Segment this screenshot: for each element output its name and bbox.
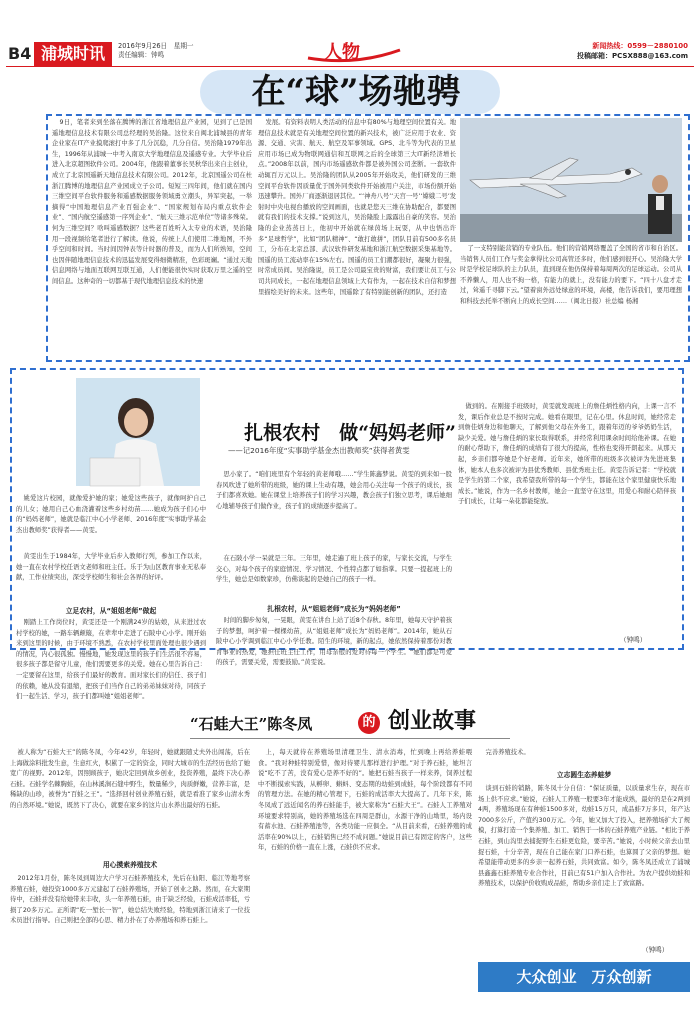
story3-byline: （钟鸣） <box>642 946 669 954</box>
story3-column-2: 上，每天就待在养殖场里清理卫生、清水消毒，忙到晚上再给养蛙喂食。“我对种蛙特别爱惜，像对待婴儿那样进行护理。”对于养石蛙，她坦言说“吃不了苦，没有爱心是养不好的”。她把石蛙当孩子一样来养，饲养过程中不断摸索实践，从孵卵、蝌蚪、变态期的幼蛙到成蛙，每个阶段都有不同的管理方法。在她的精心管理下，石蛙的成活率大大提高了。几年下来，陈冬凤成了远近闻名的养石蛙能手，被大家称为“石蛙大王”。石蛙人工养殖对环境要求特别高，她的养殖场选在四周是群山，水源干净的山坳里，场内设有蓄水池、石蛙养殖池等，各类功能一应俱全。“从目前来看，石蛙养殖的成活率在90%以上，石蛙销售已经不成问题。”她说目前已有固定的客户，这些年，石蛙的价格一直在上涨，石蛙供不应求。 <box>258 749 472 852</box>
story2-photo <box>76 378 200 486</box>
story2-column-2b: 在石陂小学一呆就是三年。三年里，她走遍了班上孩子的家，与家长交流，与学生交心，对每个孩子的家庭情况、学习情况、个性特点都了如指掌。只要一提起班上的学生，她总是如数家珍，仿佛谈起的是她自己的孩子一样。 <box>216 555 452 584</box>
slogan-banner: 大众创业 万众创新 <box>478 962 690 992</box>
newspaper-masthead: 浦城时讯 <box>34 42 112 66</box>
story3-column-1b: 2012年1月份，陈冬凤到周边大户学习石蛙养殖技术，先后在仙阳、临江等地考察养殖石蛙，她投资1000多万元建起了石蛙养殖场，开始了创业之路。然而，在大家期待中，石蛙并没有给她带来丰收，头一年养殖石蛙，由于缺乏经验，石蛙成活率低，亏损了20多万元。正所谓“吃一堑长一智”，她总结失败经验，特地到浙江请来了一位技术员进行指导。自己则把全部的心思、精力扑在了办养殖场和养石蛙上。 <box>10 875 250 925</box>
story3-subhead-1: 用心摸索养殖技术 <box>102 861 158 869</box>
story3-headline-de: 的 <box>358 712 380 734</box>
story2-byline: （钟鸣） <box>620 636 647 644</box>
story2-column-2: 思小家了。“咱们班里有个年轻的黄老师哦……”学生陈鑫梦说。黄雯的到来如一股春风吹进了她所带的班级，她的课上生动有趣，她会用心关注每一个孩子的成长，孩子们都喜欢她。她在课堂上培养孩子们的学习兴趣，教会孩子们独立思考，课后她细心地辅导孩子们做作业，孩子们的成绩逐步提高了。 <box>216 471 452 510</box>
story2-subtitle: ——记2016年度“实事助学基金杰出教师奖”获得者黄雯 <box>228 446 410 455</box>
teacher-portrait-image <box>76 378 200 486</box>
contact-info <box>577 41 688 61</box>
story2-column-3: 做到的。在刚接手班级时，黄雯就发现班上的詹佳炳性格内向，上课一言不发，课后作业总是不按时完成。她看在眼里，记在心里。休息时间，她经常走到詹佳炳身边和他聊天，了解到他父母在外务工，跟着年迈的爷爷奶奶生活，缺少关爱。她与詹佳炳的家长取得联系，并经常利用课余时间给他补课。在她的耐心帮助下，詹佳炳的成绩有了很大的提高，性格也变得开朗起来。从那天起，乡亲们都夸她是个好老师。近年来，她所带的班级多次被评为先进班集体，她本人也多次被评为县优秀教师、县优秀班主任。黄雯告诉记者：“学校就是学生的第二个家，我希望我所带的每一个学生，都能在这个家里健康快乐地成长。”她说，作为一名乡村教师，她会一直坚守在这里，用爱心和耐心陪伴孩子们成长，让每一朵花都能绽放。 <box>458 403 676 506</box>
page-number: B4 <box>8 44 32 63</box>
section-tag <box>300 36 410 66</box>
email: 投稿邮箱：PCSX888@163.com <box>577 52 688 60</box>
story2-intro-left: 姚爱这片校园，就像爱护她的家；她爱这些孩子，就像呵护自己的儿女；她用自己心血浇灌着这些乡村幼苗……她成为孩子们心中的“妈妈老师”，她就是临江中心小学老师、2016年度“实事助学基金杰出教师奖”获得者——黄雯。 <box>16 495 206 534</box>
story3-headline-right: 创业故事 <box>388 708 477 734</box>
story2-column-1: 黄雯出生于1984年，大学毕业后步入教师行列，参加工作以来，她一直在农村学校任语文老师和班主任。乐于为山区教育事业无私奉献，工作业绩突出，深受学校师生和社会各界的好评。 <box>16 553 206 582</box>
story1-headline: 在“球”场驰骋 <box>251 72 461 112</box>
story3-subhead-2: 立志圆生态养蛙梦 <box>556 771 612 779</box>
hotline: 新闻热线：0599－2880100 <box>592 42 688 50</box>
story2-headline: 扎根农村 做“妈妈老师” <box>244 422 456 444</box>
airplane-portrait-image <box>460 118 682 242</box>
story2-subhead-2: 扎根农村，从“姐姐老师”成长为“妈妈老师” <box>267 605 401 613</box>
story3-column-1: 被人称为“石蛙大王”的陈冬凤，今年42岁，年轻时，她就跟随丈夫外出闯荡，后在上海做涂料批发生意，生意红火，积累了一定的资金，同时大城市的生活经历也给了她宽广的视野。2012年，因照顾孩子，她决定回到故乡创业，投资养殖，最终下决心养石蛙。石蛙学名棘胸蛙，在山林溪涧石缝中野生，数量稀少，肉质鲜嫩，营养丰富，是稀缺的山珍，被誉为“百蛙之王”。“选择回村创业养殖石蛙，就是看准了家乡山清水秀的自然环境。”她说，既然下了决心，就要在家乡的这片山水养出最好的石蛙。 <box>10 749 250 809</box>
section-title: 人物 <box>324 42 360 63</box>
story1-caption: 了一支特别能营销的专业队伍。他们的营销网络覆盖了全国的省市和自治区。当销售人员们工作与奖金拿得比公司高管还多时，他们感到很开心。吴治隆大学时是学校足球队的主力队员，直到现在他仍保持着每周两次的足球运动。公司从不养懒人，用人也不拘一格，有能力的就上，没有能力的要下。“四十八盘才走过，耸遥千寻脚下云。”望着窗外远处绿意的环境，高楼，他告诉我们，要用理想和科技去托举不断向上的成长空间……（闽北日报）社总编 杨湘 <box>460 245 682 305</box>
story3-headline-rule <box>190 738 510 739</box>
story1-photo <box>460 118 682 242</box>
issue-editor: 责任编辑：钟鸣 <box>118 51 165 59</box>
story2-subhead-1: 立足农村，从“姐姐老师”做起 <box>65 607 157 615</box>
story3-headline-left: “石蛙大王”陈冬凤 <box>190 715 313 733</box>
issue-date: 2016年9月26日 星期一 <box>118 42 194 50</box>
story2-column-1b: 刚踏上工作岗位时，黄雯还是一个刚满24岁的姑娘，从来进过农村学校的她，一路车辆颠簸，在辈辈中走进了石陂中心小学。刚开始来到这里的时候，由于环境不熟悉，在农村学校里面处理也很少遇到的情况，内心很孤独。慢慢地，她发现这里的孩子们生活很不容易，很多孩子都是留守儿童，他们需要更多的关爱。她在心里告诉自己：一定要留在这里，给孩子们最好的教育。面对家长们的信任、孩子们的依赖，她从没有退缩，把孩子们当作自己的弟弟妹妹对待，同孩子们一起生活、学习，孩子们都叫她“姐姐老师”。 <box>16 619 206 701</box>
issue-info <box>118 42 194 60</box>
story3-column-3: 完善养殖技术。 <box>485 749 530 756</box>
story2-column-2c: 时间的脚步匆匆，一晃眼，黄雯在讲台上站了近8个春秋。8年里，她每天守护着孩子的梦想，呵护着一棵棵幼苗，从“姐姐老师”成长为“妈妈老师”。2014年，她从石陂中心小学调到临江中心小学任教。陌生的环境，新的起点，她依然保持着那份对教育事业的热爱，她担任班主任工作，用母亲般的爱对待每一个学生。“她们都是可爱的孩子，需要关爱，需要鼓励。”黄雯说。 <box>216 617 452 667</box>
header-rule <box>6 66 694 67</box>
story3-column-3b: 谈到石蛙的销路，陈冬凤十分自信：“保证质量，以质量求生存，现在市场上供不应求。”她说，石蛙人工养殖一般要3年才能成熟，最好的是在2两到4两，养殖场现在有种蛙1500多对，幼蛙15万只，成品蛙7万多只，年产达7000多公斤，产值约300万元。今年，她又加大了投入，把养殖场扩大了规模，打算打造一个集养殖、加工、销售于一体的石蛙养殖产业链。“相比于养石蛙，到山沟里去捕捉野生石蛙更危险，要辛苦。”她说，小时候父亲去山里捉石蛙，十分辛苦，现在自己能在家门口养石蛙，也算圆了父亲的梦想。她希望能带动更多的乡亲一起养石蛙，共同致富。如今，陈冬凤还成立了浦城县鑫鑫石蛙养殖专业合作社，目前已有51户加入合作社。为农户提供幼蛙和养殖技术，以保护价收购成品蛙，帮助乡亲们走上了致富路。 <box>478 785 690 888</box>
story1-column-2: 发展。有资料表明人类活动的信息中有80%与地理空间位置有关。地理信息技术就是有关地理空间位置的新兴技术，被广泛应用于农业、资源、交通、灾害、航天、航空及军事领域。GPS、北斗等为代表的卫星应用市场已成为物联网通信和互联网之后的全球第三大IT新经济增长点。”2008年以前，国内市场遥感软件都是被外国公司垄断。一套软件动辄百万元以上。吴治隆的团队从2005年开始攻关，他们研发的三维空间平台软件因质量优于国外同类软件开始被用户关注，市场份额开始迅速攀升。国外厂商逐渐退居其位。“‘神舟八号’‘天宫一号’‘嫦娥二号’发射时中央电视台播放的空间画面，也就是您天三维在协助配合，都要图就有我们的技术支撑。”说到这儿，吴治隆脸上露露出自豪的笑容。吴治隆的企业蒸蒸日上，他初中开始就在绿茵场上玩耍，从中也悟出许多“足球哲学”，比如“团队精神”、“敢打敢拼”，团队目前有500多名员工，分布在北京总部、武汉软件研发基地和浙江航空数据采集基地等。国遥的员工流动率在15%左右。国遥的员工们潮都很好，凝聚力很强，时常成员间。吴治隆说，员工是公司最宝贵的财富，我们要让员工与公司共同成长，一起在地理信息领域上大有作为，一起在技术自信和梦想里描绘美好的未来。这些年，国遥除了有特别能创新的团队，还打造 <box>258 119 456 296</box>
story1-column-1: 9日，笔者来到坐落在腾博的浙江省地理信息产业园，见到了已是国遥地理信息技术有限公司总经理的吴治隆。这位来自闽北浦城县的青年企业家在IT产业摸爬滚打中多了几分沉稳，几分自信。吴治隆1979年出生，1996年从浦城一中考入南京大学地理信息及遥感专业。大学毕业后进入北京超图软件公司。2004年，他跟着董事长吴秋华出来自主创业，成立了北京国遥新天地信息技术有限公司。2012年，北京国遥公司在杜浙江腾博的地理信息产业园成立子公司。短短三四年间，他们就在国内三维空间平台软件服务和遥感数据服务领域勇立潮头，异军突起，一举摘得“中国地理信息产业百强企业”、“国家规划布局内重点软件企业”、“国内航空遥感第一序列企业”、“航天三维示范单位”等诸多殊荣。何为三维空间？啥叫遥感数据？这些老百姓听入太专业的术语，吴治隆用一段视频给笔者进行了解读。他说，传统上人们使用二维地图，不外乎空间和时间。当时间因钟表等计时器的普及，而为人们所熟知，空间也因伴随地理信息技术的迅猛发展变得细微精准，色彩斑斓。“通过天地信息网络与地面互联网互联互通，人们便能很快实时获取万里之遥的空间信息。这种奇的一切都基于现代地理信息技术的快速 <box>52 119 252 285</box>
